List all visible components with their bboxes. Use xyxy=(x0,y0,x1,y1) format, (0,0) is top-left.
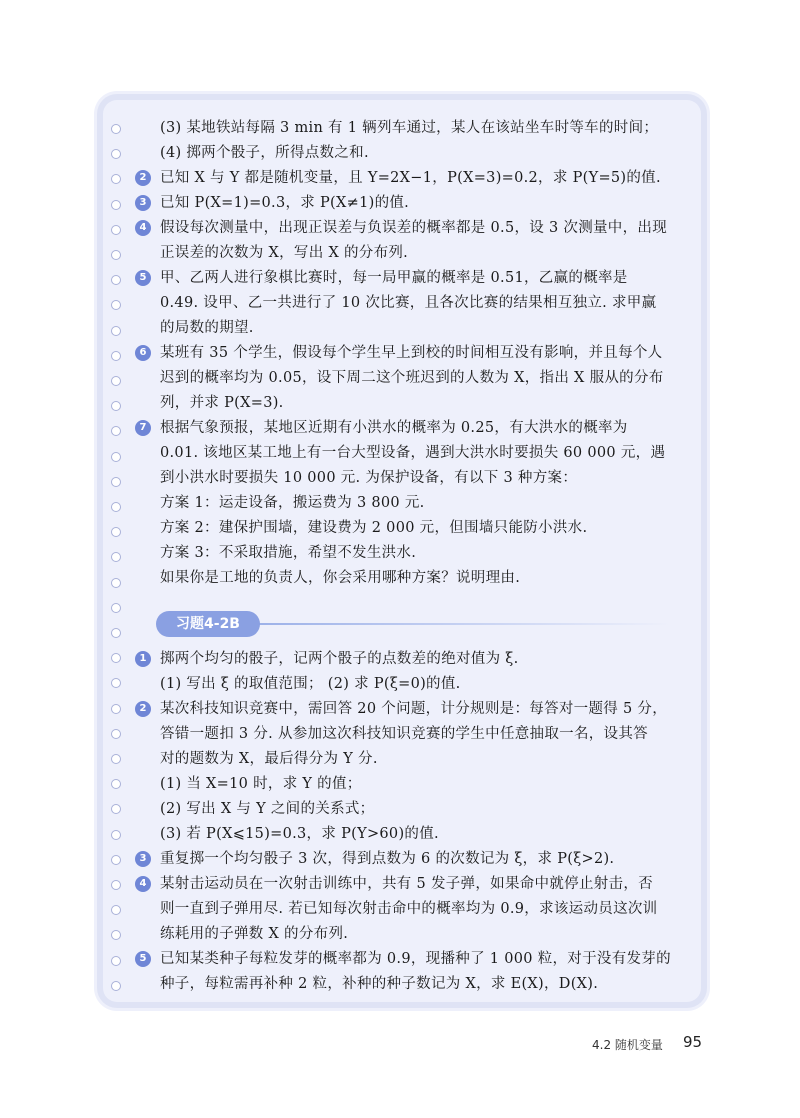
problem-text-line: 对的题数为 X，最后得分为 Y 分. xyxy=(160,751,378,767)
problem-text-line: 已知某类种子每粒发芽的概率都为 0.9，现播种了 1 000 粒，对于没有发芽的 xyxy=(160,951,671,967)
problem-text-line: 方案 2：建保护围墙，建设费为 2 000 元，但围墙只能防小洪水. xyxy=(160,520,588,536)
problem-number-badge: 7 xyxy=(135,420,151,436)
problem-text-line: 0.49. 设甲、乙一共进行了 10 次比赛，且各次比赛的结果相互独立. 求甲赢 xyxy=(160,295,657,311)
problem-text-line: 则一直到子弹用尽. 若已知每次射击命中的概率均为 0.9，求该运动员这次训 xyxy=(160,901,658,917)
problem-text-line: 迟到的概率均为 0.05，设下周二这个班迟到的人数为 X，指出 X 服从的分布 xyxy=(160,370,664,386)
problem-text-line: 的局数的期望. xyxy=(160,320,254,336)
problem-number-badge: 5 xyxy=(135,951,151,967)
problem-text-line: 种子，每粒需再补种 2 粒，补种的种子数记为 X，求 E(X)，D(X). xyxy=(160,976,599,992)
problem-number-badge: 1 xyxy=(135,651,151,667)
problem-text-line: (3) 某地铁站每隔 3 min 有 1 辆列车通过，某人在该站坐车时等车的时间； xyxy=(160,120,659,136)
problem-text-line: 练耗用的子弹数 X 的分布列. xyxy=(160,926,349,942)
problem-text-line: 某射击运动员在一次射击训练中，共有 5 发子弹，如果命中就停止射击，否 xyxy=(160,876,653,892)
problem-text-line: 方案 1：运走设备，搬运费为 3 800 元. xyxy=(160,495,425,511)
problem-text-line: 如果你是工地的负责人，你会采用哪种方案？说明理由. xyxy=(160,570,521,586)
problem-text-line: (4) 掷两个骰子，所得点数之和. xyxy=(160,145,369,161)
problem-text-line: 甲、乙两人进行象棋比赛时，每一局甲赢的概率是 0.51，乙赢的概率是 xyxy=(160,270,628,286)
problem-text-line: 方案 3：不采取措施，希望不发生洪水. xyxy=(160,545,417,561)
problem-number-badge: 3 xyxy=(135,851,151,867)
problem-text-line: 答错一题扣 3 分. 从参加这次科技知识竞赛的学生中任意抽取一名，设其答 xyxy=(160,726,648,742)
problem-text-line: (3) 若 P(X⩽15)=0.3，求 P(Y>60)的值. xyxy=(160,826,439,842)
problem-text-line: 已知 X 与 Y 都是随机变量，且 Y=2X−1，P(X=3)=0.2，求 P(Y=5)的值. xyxy=(160,170,661,186)
problem-text-line: (1) 写出 ξ 的取值范围； (2) 求 P(ξ=0)的值. xyxy=(160,676,461,692)
section-heading: 习题4-2B xyxy=(156,611,260,637)
problem-number-badge: 4 xyxy=(135,876,151,892)
problem-text-line: 到小洪水时要损失 10 000 元. 为保护设备，有以下 3 种方案： xyxy=(160,470,578,486)
page-number: 95 xyxy=(683,1033,703,1051)
problem-text-line: 掷两个均匀的骰子，记两个骰子的点数差的绝对值为 ξ. xyxy=(160,651,519,667)
problem-number-badge: 2 xyxy=(135,701,151,717)
problem-text-line: 某次科技知识竞赛中，需回答 20 个问题，计分规则是：每答对一题得 5 分， xyxy=(160,701,668,717)
problem-text-line: 正误差的次数为 X，写出 X 的分布列. xyxy=(160,245,409,261)
problem-text-line: 假设每次测量中，出现正误差与负误差的概率都是 0.5，设 3 次测量中，出现 xyxy=(160,220,668,236)
problem-number-badge: 2 xyxy=(135,170,151,186)
problem-text-line: 某班有 35 个学生，假设每个学生早上到校的时间相互没有影响，并且每个人 xyxy=(160,345,663,361)
problem-text-line: 根据气象预报，某地区近期有小洪水的概率为 0.25，有大洪水的概率为 xyxy=(160,420,628,436)
problem-text-line: 已知 P(X=1)=0.3，求 P(X≠1)的值. xyxy=(160,195,410,211)
problem-number-badge: 3 xyxy=(135,195,151,211)
problem-text-line: 0.01. 该地区某工地上有一台大型设备，遇到大洪水时要损失 60 000 元，遇 xyxy=(160,445,666,461)
problem-number-badge: 5 xyxy=(135,270,151,286)
problem-number-badge: 4 xyxy=(135,220,151,236)
problem-text-line: (2) 写出 X 与 Y 之间的关系式； xyxy=(160,801,375,817)
problem-text-line: (1) 当 X=10 时，求 Y 的值； xyxy=(160,776,362,792)
problem-text-line: 重复掷一个均匀骰子 3 次，得到点数为 6 的次数记为 ξ，求 P(ξ>2). xyxy=(160,851,615,867)
problem-text-line: 列，并求 P(X=3). xyxy=(160,395,284,411)
problem-number-badge: 6 xyxy=(135,345,151,361)
footer-section-title: 4.2 随机变量 xyxy=(592,1038,663,1052)
